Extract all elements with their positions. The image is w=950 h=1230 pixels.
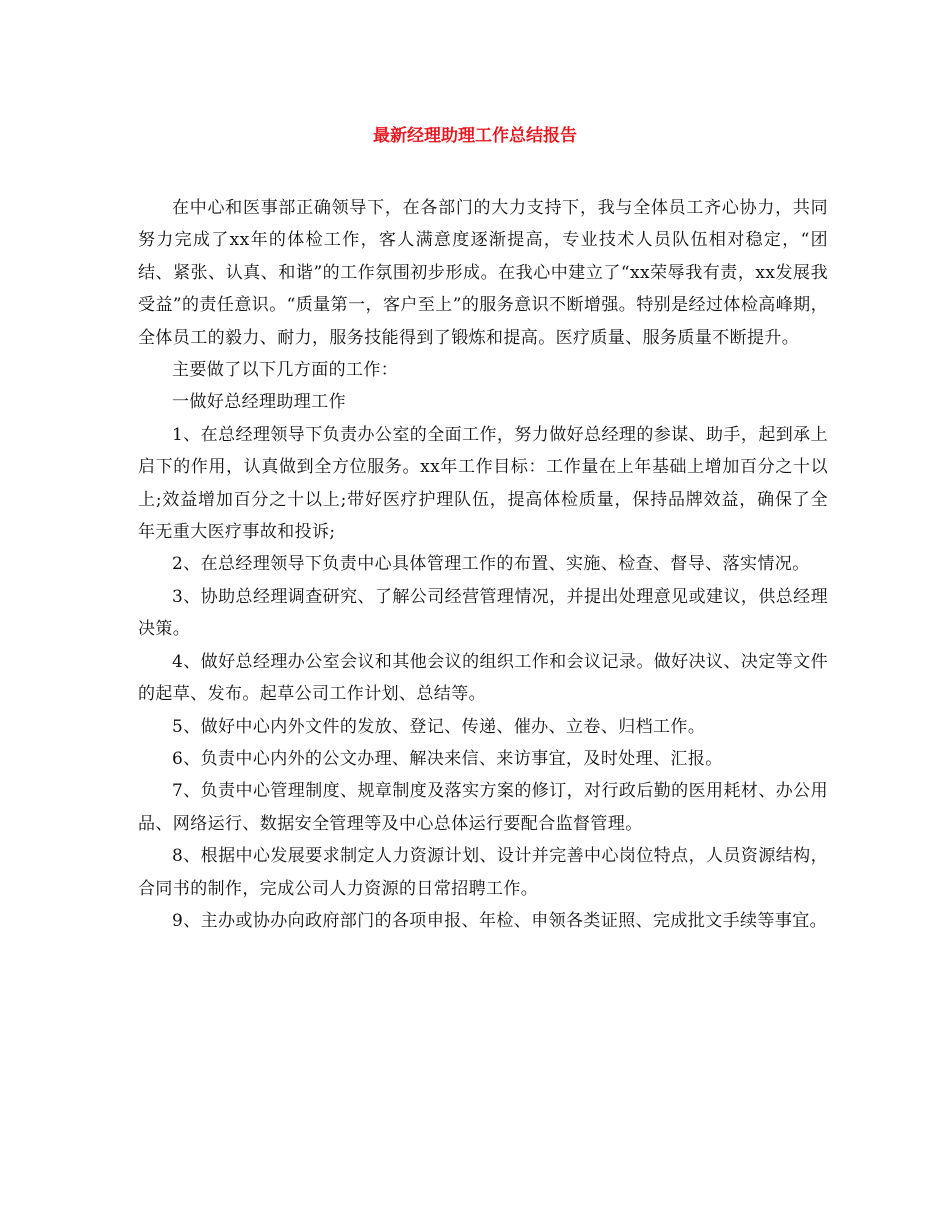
list-item-2: 2、在总经理领导下负责中心具体管理工作的布置、实施、检查、督导、落实情况。 — [172, 554, 810, 575]
list-item-3: 3、协助总经理调查研究、了解公司经营管理情况，并提出处理意见或建议，供总经理决策。 — [138, 586, 828, 640]
list-item-8: 8、根据中心发展要求制定人力资源计划、设计并完善中心岗位特点，人员资源结构，合同书的制作，完成公司人力资源的日常招聘工作。 — [138, 846, 828, 899]
document-title: 最新经理助理工作总结报告 — [373, 126, 577, 146]
list-item-5: 5、做好中心内外文件的发放、登记、传递、催办、立卷、归档工作。 — [172, 716, 706, 737]
list-item-6: 6、负责中心内外的公文办理、解决来信、来访事宜，及时处理、汇报。 — [172, 748, 723, 769]
paragraph-work-overview: 主要做了以下几方面的工作： — [172, 360, 399, 381]
list-item-1: 1、在总经理领导下负责办公室的全面工作，努力做好总经理的参谋、助手，起到承上启下的作用，认真做到全方位服务。xx年工作目标：工作量在上年基础上增加百分之十以上;效益增加百分之十以上;带好医疗护理队伍，提高体检质量，保持品牌效益，确保了全年无重大医疗事故和投诉; — [138, 424, 828, 543]
list-item-4: 4、做好总经理办公室会议和其他会议的组织工作和会议记录。做好决议、决定等文件的起草、发布。起草公司工作计划、总结等。 — [138, 651, 828, 705]
list-item-7: 7、负责中心管理制度、规章制度及落实方案的修订，对行政后勤的医用耗材、办公用品、网络运行、数据安全管理等及中心总体运行要配合监督管理。 — [138, 781, 828, 834]
document-body — [138, 192, 828, 937]
paragraph-intro: 在中心和医事部正确领导下，在各部门的大力支持下，我与全体员工齐心协力，共同努力完成了xx年的体检工作，客人满意度逐渐提高，专业技术人员队伍相对稳定，“团结、紧张、认真、和谐”的工作氛围初步形成。在我心中建立了“xx荣辱我有责，xx发展我受益”的责任意识。“质量第一，客户至上”的服务意识不断增强。特别是经过体检高峰期，全体员工的毅力、耐力，服务技能得到了锻炼和提高。医疗质量、服务质量不断提升。 — [138, 198, 828, 348]
section-heading-assistant-work: 一做好总经理助理工作 — [172, 392, 346, 413]
list-item-9: 9、主办或协办向政府部门的各项申报、年检、申领各类证照、完成批文手续等事宜。 — [172, 910, 828, 931]
